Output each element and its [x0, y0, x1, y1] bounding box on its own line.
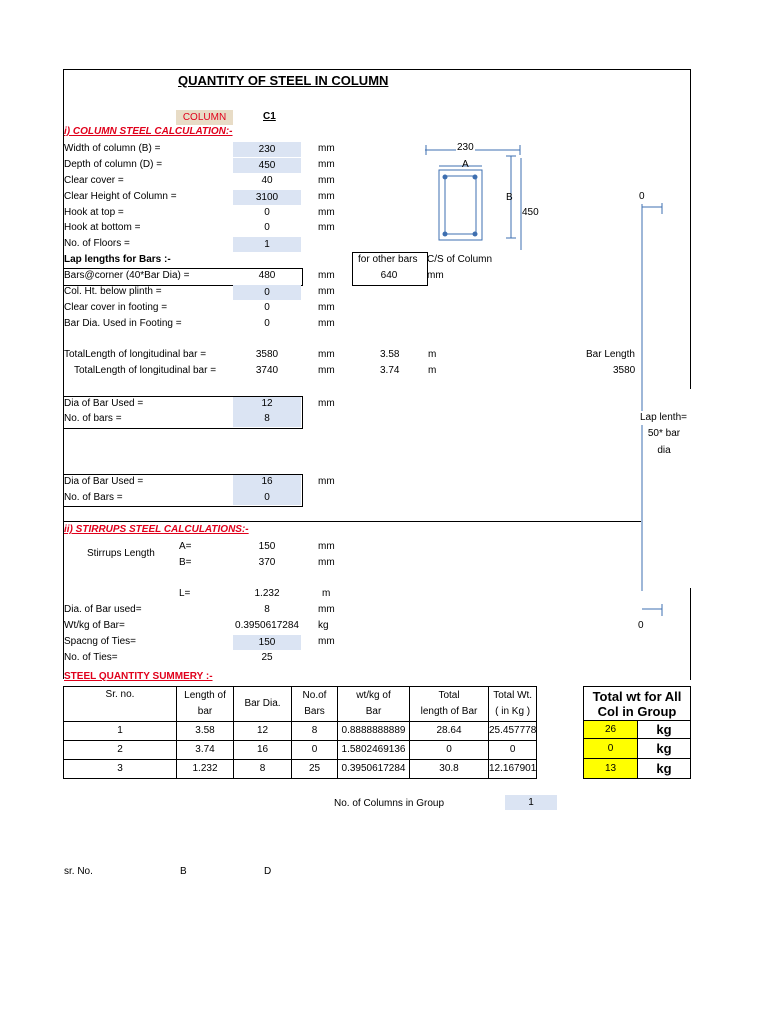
- stirrups-a-value: 150: [258, 541, 276, 552]
- stirrups-l-label: L=: [179, 588, 191, 599]
- footing-label: Col. Ht. below plinth =: [64, 286, 162, 297]
- section-column-steel: i) COLUMN STEEL CALCULATION:-: [64, 126, 233, 137]
- frame-top: [63, 69, 691, 70]
- summary-cell: 12.167901: [489, 760, 537, 779]
- summary-header-text: No.of: [302, 690, 327, 701]
- summary-cell: 0.3950617284: [338, 760, 410, 779]
- summary-header-cell: [234, 687, 292, 722]
- stirrup-row-unit: mm: [318, 604, 335, 615]
- stirrups-b-label: B=: [179, 557, 192, 568]
- summary-cell: 0: [410, 741, 489, 760]
- summary-cell: 28.64: [410, 722, 489, 741]
- corner-bar-tr: [473, 175, 478, 180]
- summary-cell: 3.74: [177, 741, 234, 760]
- bar-set-2-no[interactable]: 0: [264, 492, 270, 503]
- stirrup-row-label: Wt/kg of Bar=: [64, 620, 125, 631]
- bar-set-2-dia-label: Dia of Bar Used =: [64, 476, 144, 487]
- param-label: Hook at bottom =: [64, 222, 141, 233]
- param-label: Clear Height of Column =: [64, 191, 177, 202]
- bar-set-2-dia[interactable]: 16: [261, 476, 273, 487]
- footing-unit: mm: [318, 286, 335, 297]
- cs-label: C/S of Column: [427, 254, 493, 265]
- table-row: [64, 722, 537, 741]
- summary-header-cell: [338, 687, 410, 722]
- summary-header-text: ( in Kg ): [495, 706, 531, 717]
- summary-cell: 8: [234, 760, 292, 779]
- stirrup-outline: [445, 176, 476, 234]
- column-label: COLUMN: [176, 110, 233, 125]
- corner-bar-tl: [443, 175, 448, 180]
- summary-cell: 1.232: [177, 760, 234, 779]
- total-group-value-1: 26: [584, 721, 638, 739]
- param-unit: mm: [318, 143, 335, 154]
- summary-cell: 25: [292, 760, 338, 779]
- frame-right: [690, 69, 691, 389]
- summary-cell: 12: [234, 722, 292, 741]
- total-length-unit2-2: m: [428, 365, 437, 376]
- param-unit: mm: [318, 175, 335, 186]
- param-input[interactable]: 230: [233, 142, 301, 157]
- summary-cell: 0: [489, 741, 537, 760]
- param-value: 40: [261, 175, 273, 186]
- summary-header-text: Length of: [184, 690, 226, 701]
- total-group-title: Total wt for All Col in Group: [584, 687, 691, 721]
- summary-cell: 3.58: [177, 722, 234, 741]
- stirrups-b-value: 370: [258, 557, 276, 568]
- stirrups-a-label: A=: [179, 541, 192, 552]
- total-length-mm-1: 3580: [255, 349, 279, 360]
- stirrups-length-label: Stirrups Length: [87, 548, 155, 559]
- summary-header-cell: [410, 687, 489, 722]
- frame-right-lower: [690, 588, 691, 680]
- bar-set-1-unit: mm: [318, 398, 335, 409]
- stirrup-row-value: 8: [264, 604, 270, 615]
- lap-length-line-1: Lap lenth=: [640, 412, 687, 423]
- bottom-zero-label: 0: [638, 620, 644, 631]
- footing-unit: mm: [318, 318, 335, 329]
- table-row: [64, 760, 537, 779]
- corner-lap-label: Bars@corner (40*Bar Dia) =: [64, 270, 190, 281]
- summary-header-text: Bar Dia.: [244, 698, 281, 709]
- total-group-value-2: 0: [584, 739, 638, 759]
- column-id: C1: [263, 111, 276, 122]
- summary-header-text: bar: [197, 706, 213, 717]
- param-unit: mm: [318, 191, 335, 202]
- total-group-unit-3: kg: [638, 759, 691, 779]
- total-length-label-1: TotalLength of longitudinal bar =: [64, 349, 207, 360]
- summary-table: [63, 686, 537, 779]
- summary-header-cell: [489, 687, 537, 722]
- table-row: [64, 741, 537, 760]
- summary-cell: 0.8888888889: [338, 722, 410, 741]
- bar-set-2-no-label: No. of Bars =: [64, 492, 123, 503]
- other-bars-value[interactable]: 640: [380, 270, 398, 281]
- lap-length-line-3: dia: [657, 445, 671, 456]
- summary-cell: 8: [292, 722, 338, 741]
- section-summary: STEEL QUANTITY SUMMERY :-: [64, 671, 213, 682]
- corner-bar-br: [473, 232, 478, 237]
- diagram-a-label: A: [462, 159, 469, 170]
- stirrup-row-value: 0.3950617284: [235, 620, 299, 631]
- param-label: Hook at top =: [64, 207, 124, 218]
- top-zero-label: 0: [639, 191, 645, 202]
- footing-label: Clear cover in footing =: [64, 302, 168, 313]
- bar-set-1-dia-label: Dia of Bar Used =: [64, 398, 144, 409]
- summary-cell: 1: [64, 722, 177, 741]
- summary-cell: 3: [64, 760, 177, 779]
- summary-header-cell: [292, 687, 338, 722]
- param-input[interactable]: 3100: [233, 190, 301, 205]
- total-group-unit-2: kg: [638, 739, 691, 759]
- stirrup-row-label: No. of Ties=: [64, 652, 118, 663]
- stirrups-b-unit: mm: [318, 557, 335, 568]
- param-label: Width of column (B) =: [64, 143, 161, 154]
- bar-length-label: Bar Length: [586, 349, 635, 360]
- total-length-unit1-1: mm: [318, 349, 335, 360]
- corner-lap-unit: mm: [318, 270, 335, 281]
- summary-header-cell: [64, 687, 177, 722]
- param-label: Depth of column (D) =: [64, 159, 163, 170]
- cs-unit: mm: [427, 270, 444, 281]
- param-unit: mm: [318, 207, 335, 218]
- footing-input[interactable]: 0: [233, 285, 301, 300]
- footer-sr: sr. No.: [64, 866, 93, 877]
- stirrups-l-unit: m: [322, 588, 331, 599]
- corner-bar-bl: [443, 232, 448, 237]
- section-stirrups: ii) STIRRUPS STEEL CALCULATIONS:-: [64, 524, 249, 535]
- columns-in-group-value[interactable]: 1: [505, 795, 557, 810]
- summary-header-text: length of Bar: [420, 706, 478, 717]
- footer-b: B: [180, 866, 187, 877]
- total-length-unit2-1: m: [428, 349, 437, 360]
- bar-set-2-unit: mm: [318, 476, 335, 487]
- section-divider: [63, 521, 641, 522]
- total-group-value-3: 13: [584, 759, 638, 779]
- summary-cell: 1.5802469136: [338, 741, 410, 760]
- summary-header-text: Bar: [365, 706, 382, 717]
- param-label: No. of Floors =: [64, 238, 130, 249]
- stirrup-row-unit: mm: [318, 636, 335, 647]
- stirrup-row-unit: kg: [318, 620, 329, 631]
- summary-header-text: Sr. no.: [105, 689, 135, 700]
- column-section-diagram: [420, 140, 550, 250]
- total-length-mm-2: 3740: [255, 365, 279, 376]
- summary-header-text: Total Wt.: [493, 690, 533, 701]
- footing-unit: mm: [318, 302, 335, 313]
- stirrups-l-value: 1.232: [254, 588, 280, 599]
- stirrup-row-label: Spacng of Ties=: [64, 636, 136, 647]
- param-input[interactable]: 1: [233, 237, 301, 252]
- footer-d: D: [264, 866, 272, 877]
- summary-cell: 2: [64, 741, 177, 760]
- summary-cell: 0: [292, 741, 338, 760]
- summary-header-row: [64, 687, 537, 722]
- stirrup-row-input[interactable]: 150: [233, 635, 301, 650]
- diagram-depth-label: 450: [522, 207, 539, 218]
- page-title: QUANTITY OF STEEL IN COLUMN: [178, 73, 389, 88]
- total-group-unit-1: kg: [638, 721, 691, 739]
- stirrup-row-label: Dia. of Bar used=: [64, 604, 142, 615]
- param-value: 0: [264, 222, 270, 233]
- summary-header-cell: [177, 687, 234, 722]
- footing-value: 0: [264, 302, 270, 313]
- stirrup-row-value: 25: [261, 652, 273, 663]
- total-length-m-1: 3.58: [380, 349, 400, 360]
- bar-set-1-dia[interactable]: 12: [261, 398, 273, 409]
- footing-label: Bar Dia. Used in Footing =: [64, 318, 182, 329]
- bar-length-value: 3580: [613, 365, 636, 376]
- stirrups-a-unit: mm: [318, 541, 335, 552]
- summary-cell: 25.457778: [489, 722, 537, 741]
- diagram-width-label: 230: [457, 142, 474, 153]
- summary-header-text: Total: [438, 690, 460, 701]
- diagram-b-label: B: [506, 192, 513, 203]
- bar-set-1-no[interactable]: 8: [264, 413, 270, 424]
- param-value: 0: [264, 207, 270, 218]
- summary-header-text: Bars: [304, 706, 325, 717]
- lap-heading: Lap lengths for Bars :-: [64, 254, 171, 265]
- other-bars-label: for other bars: [358, 254, 418, 265]
- total-length-unit1-2: mm: [318, 365, 335, 376]
- summary-header-text: wt/kg of: [356, 690, 391, 701]
- summary-cell: 30.8: [410, 760, 489, 779]
- bar-set-1-no-label: No. of bars =: [64, 413, 122, 424]
- param-unit: mm: [318, 159, 335, 170]
- corner-lap-value[interactable]: 480: [258, 270, 276, 281]
- summary-cell: 16: [234, 741, 292, 760]
- lap-length-line-2: 50* bar: [647, 428, 681, 439]
- param-unit: mm: [318, 222, 335, 233]
- columns-in-group-label: No. of Columns in Group: [334, 798, 445, 809]
- total-group-table: [583, 686, 691, 779]
- param-label: Clear cover =: [64, 175, 124, 186]
- total-length-m-2: 3.74: [380, 365, 400, 376]
- total-length-label-2: TotalLength of longitudinal bar =: [74, 365, 217, 376]
- param-input[interactable]: 450: [233, 158, 301, 173]
- footing-value: 0: [264, 318, 270, 329]
